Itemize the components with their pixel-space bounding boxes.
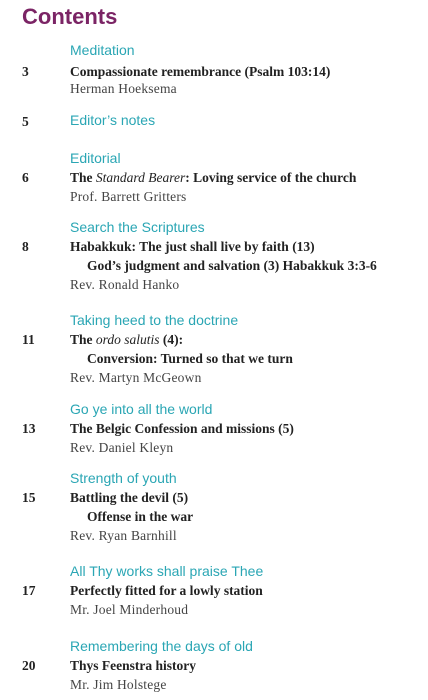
title-suffix: : Loving service of the church <box>185 170 357 185</box>
article-subtitle: Conversion: Turned so that we turn <box>87 351 293 366</box>
article-author: Rev. Ryan Barnhill <box>70 528 177 543</box>
page-number: 8 <box>22 239 29 254</box>
article-subtitle: Offense in the war <box>87 509 194 524</box>
section-heading: Search the Scriptures <box>70 219 205 235</box>
title-italic: ordo salutis <box>95 332 160 347</box>
section-heading: Strength of youth <box>70 470 177 486</box>
article-title: Compassionate remembrance (Psalm 103:14) <box>70 64 331 79</box>
article-title: The Belgic Confession and missions (5) <box>70 421 294 436</box>
page-number: 6 <box>22 170 29 185</box>
article-author: Prof. Barrett Gritters <box>70 189 187 204</box>
article-title: Habakkuk: The just shall live by faith (13) <box>70 239 315 254</box>
page-number: 15 <box>22 490 36 505</box>
title-italic: Standard Bearer <box>95 170 186 185</box>
section-heading: Editor’s notes <box>70 112 156 128</box>
title-prefix: The <box>70 170 96 185</box>
article-author: Rev. Ronald Hanko <box>70 277 180 292</box>
section-heading: Editorial <box>70 150 121 166</box>
page-number: 3 <box>22 64 29 79</box>
article-author: Herman Hoeksema <box>70 81 177 96</box>
article-title: Thys Feenstra history <box>70 658 196 673</box>
page-number: 13 <box>22 421 36 436</box>
page-number: 17 <box>22 583 36 598</box>
article-author: Mr. Joel Minderhoud <box>70 602 189 617</box>
title-suffix: (4): <box>159 332 184 347</box>
article-title <box>70 169 356 186</box>
page-title: Contents <box>22 4 118 29</box>
page-number: 5 <box>22 114 29 129</box>
article-author: Rev. Martyn McGeown <box>70 370 202 385</box>
article-title: Battling the devil (5) <box>70 490 189 505</box>
article-author: Rev. Daniel Kleyn <box>70 440 174 455</box>
article-title <box>70 331 183 348</box>
section-heading: All Thy works shall praise Thee <box>70 563 264 579</box>
section-heading: Go ye into all the world <box>70 401 213 417</box>
section-heading: Remembering the days of old <box>70 638 253 654</box>
article-subtitle: God’s judgment and salvation (3) Habakkuk 3:3-6 <box>87 258 377 273</box>
article-title: Perfectly fitted for a lowly station <box>70 583 263 598</box>
page-number: 11 <box>22 332 35 347</box>
section-heading: Meditation <box>70 42 135 58</box>
page-number: 20 <box>22 658 36 673</box>
section-heading: Taking heed to the doctrine <box>70 312 239 328</box>
title-prefix: The <box>70 332 96 347</box>
article-author: Mr. Jim Holstege <box>70 677 167 692</box>
